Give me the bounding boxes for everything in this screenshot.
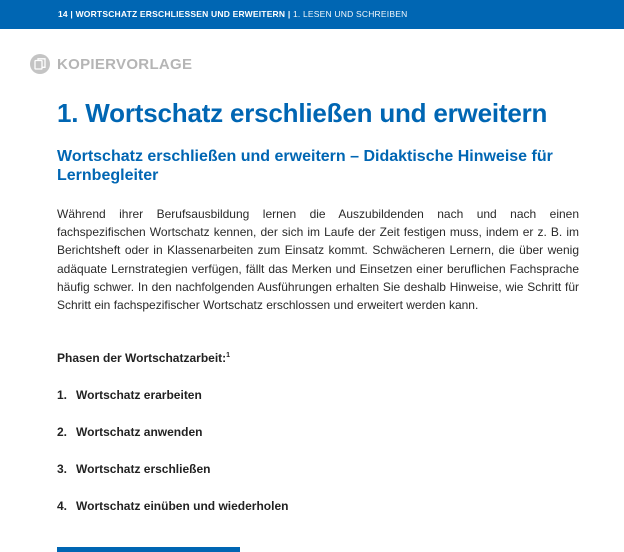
phase-number: 1. [57,388,68,402]
phase-item-3 [57,462,210,476]
header-separator: | [287,9,293,19]
header-separator: | [70,9,76,19]
phase-number: 2. [57,425,68,439]
phase-number: 4. [57,499,68,513]
phase-number: 3. [57,462,68,476]
phases-heading-text: Phasen der Wortschatzarbeit: [57,351,227,365]
copy-document-icon [30,54,50,74]
header-page-number: 14 [58,9,68,19]
phase-label: Wortschatz erschließen [76,462,211,476]
kopiervorlage-label: KOPIERVORLAGE [57,55,193,73]
phase-item-1 [57,388,202,402]
phases-heading [57,351,230,365]
phase-item-4 [57,499,288,513]
phase-label: Wortschatz einüben und wiederholen [76,499,289,513]
phase-label: Wortschatz erarbeiten [76,388,202,402]
phase-label: Wortschatz anwenden [76,425,203,439]
header-section: 1. LESEN UND SCHREIBEN [292,9,408,19]
header-bar [0,0,624,29]
page-title: 1. Wortschatz erschließen und erweitern [57,98,548,128]
page-subtitle: Wortschatz erschließen und erweitern – Didaktische Hinweise für Lernbegleiter [57,148,553,184]
phase-item-2 [57,425,202,439]
bottom-accent-rule [57,547,240,552]
kopiervorlage-badge [30,53,192,75]
footnote-marker: 1 [226,352,231,359]
header-chapter: WORTSCHATZ ERSCHLIESSEN UND ERWEITERN [75,9,286,19]
body-paragraph: Während ihrer Berufsausbildung lernen die Auszubildenden nach und nach einen fachspezifischen Wortschatz kennen, der sich im Laufe der Zeit festigen muss, indem er z. B. im Berichtsheft oder in Klassenarbeiten zum Einsatz kommt. Schwächeren Lernern, die über wenig adäquate Lernstrategien verfügen, fällt das Merken und Einsetzen einer beruflichen Fachsprache häufig schwer. In den nachfolgenden Ausführungen erhalten Sie deshalb Hinweise, wie Schritt für Schritt ein fachspezifischer Wortschatz erschlossen und erweitert werden kann. [57,207,579,313]
